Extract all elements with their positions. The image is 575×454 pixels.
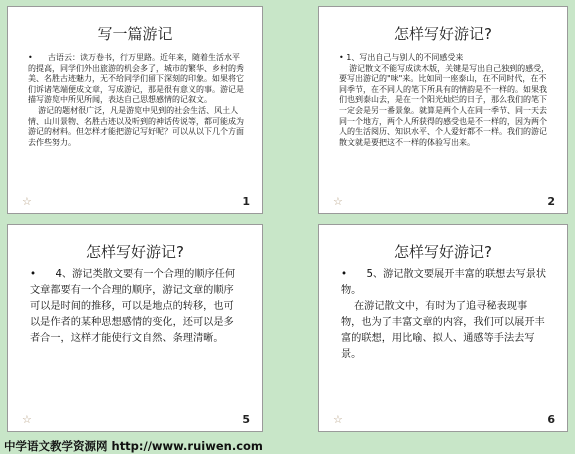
slide-title: 怎样写好游记?: [86, 243, 184, 261]
slide-paragraph: • 5、游记散文要展开丰富的联想去写景状物。: [341, 269, 547, 296]
slide-6[interactable]: [318, 224, 568, 432]
slide-body: [339, 53, 551, 148]
slide-paragraph: 游记的题材很广泛，凡是游览中见到的社会生活、风土人情、山川景物、名胜古迹以及听到的神话传说等，都可能成为游记的材料。但怎样才能把游记写好呢？可以从以下几个方面去作些努力。: [28, 105, 244, 147]
slide-paragraph: 在游记散文中，有时为了追寻秘表现事物，也为了丰富文章的内容，我们可以展开丰富的联想，用比喻、拟人、通感等手法去写景。: [341, 301, 545, 360]
slide-paragraph: • 1、写出自己与别人的不同感受来: [339, 53, 464, 62]
slide-title: 写一篇游记: [97, 25, 173, 43]
slide-body: [341, 267, 547, 363]
slide-title: 怎样写好游记?: [394, 243, 492, 261]
star-icon: ☆: [333, 195, 343, 208]
slide-paragraph: 游记散文不能写成读木版，关键是写出自己独到的感受，要写出游记的"味"来。比如同一座泰山，在不同时代，在不同季节，在不同人的笔下所具有的情韵是不一样的。如果我们也到泰山去，是在一个阳光灿烂的日子，那么我们的笔下一定会是另一番景象。就算是两个人在同一季节、同一天去同一个地方，两个人所获得的感受也是不一样的，因为两个人的生活阅历、知识水平、个人爱好都不一样。我们的游记散文就是要把这不一样的体验写出来。: [339, 63, 550, 147]
slide-title: 怎样写好游记?: [394, 25, 492, 43]
slide-1[interactable]: [7, 6, 263, 214]
site-footer-link[interactable]: 中学语文教学资源网 http://www.ruiwen.com: [4, 439, 263, 453]
slide-paragraph: • 古语云：读万卷书，行万里路。近年来，随着生活水平的提高，同学们外出旅游的机会多了，城市的繁华、乡村的秀美、名胜古迹魅力，无不给同学们留下深刻的印象。如果将它们诉诸笔端便成文章，写成游记，那是很有意义的事。游记是描写游览中所见所闻，表达自己思想感情的记叙文。: [28, 53, 244, 105]
slide-number: 6: [547, 413, 555, 426]
star-icon: ☆: [333, 413, 343, 426]
slide-number: 1: [242, 195, 250, 208]
slide-body: [28, 53, 246, 148]
slide-2[interactable]: [318, 6, 568, 214]
slide-number: 5: [242, 413, 250, 426]
slide-paragraph: • 4、游记类散文要有一个合理的顺序任何文章都要有一个合理的顺序，游记文章的顺序可以是时间的推移，可以是地点的转移，也可以是作者的某种思想感情的变化，还可以是多者合一，这样才能使行文自然、条理清晰。: [30, 269, 236, 344]
slide-5[interactable]: [7, 224, 263, 432]
slide-body: [30, 267, 242, 347]
star-icon: ☆: [22, 413, 32, 426]
slide-number: 2: [547, 195, 555, 208]
star-icon: ☆: [22, 195, 32, 208]
